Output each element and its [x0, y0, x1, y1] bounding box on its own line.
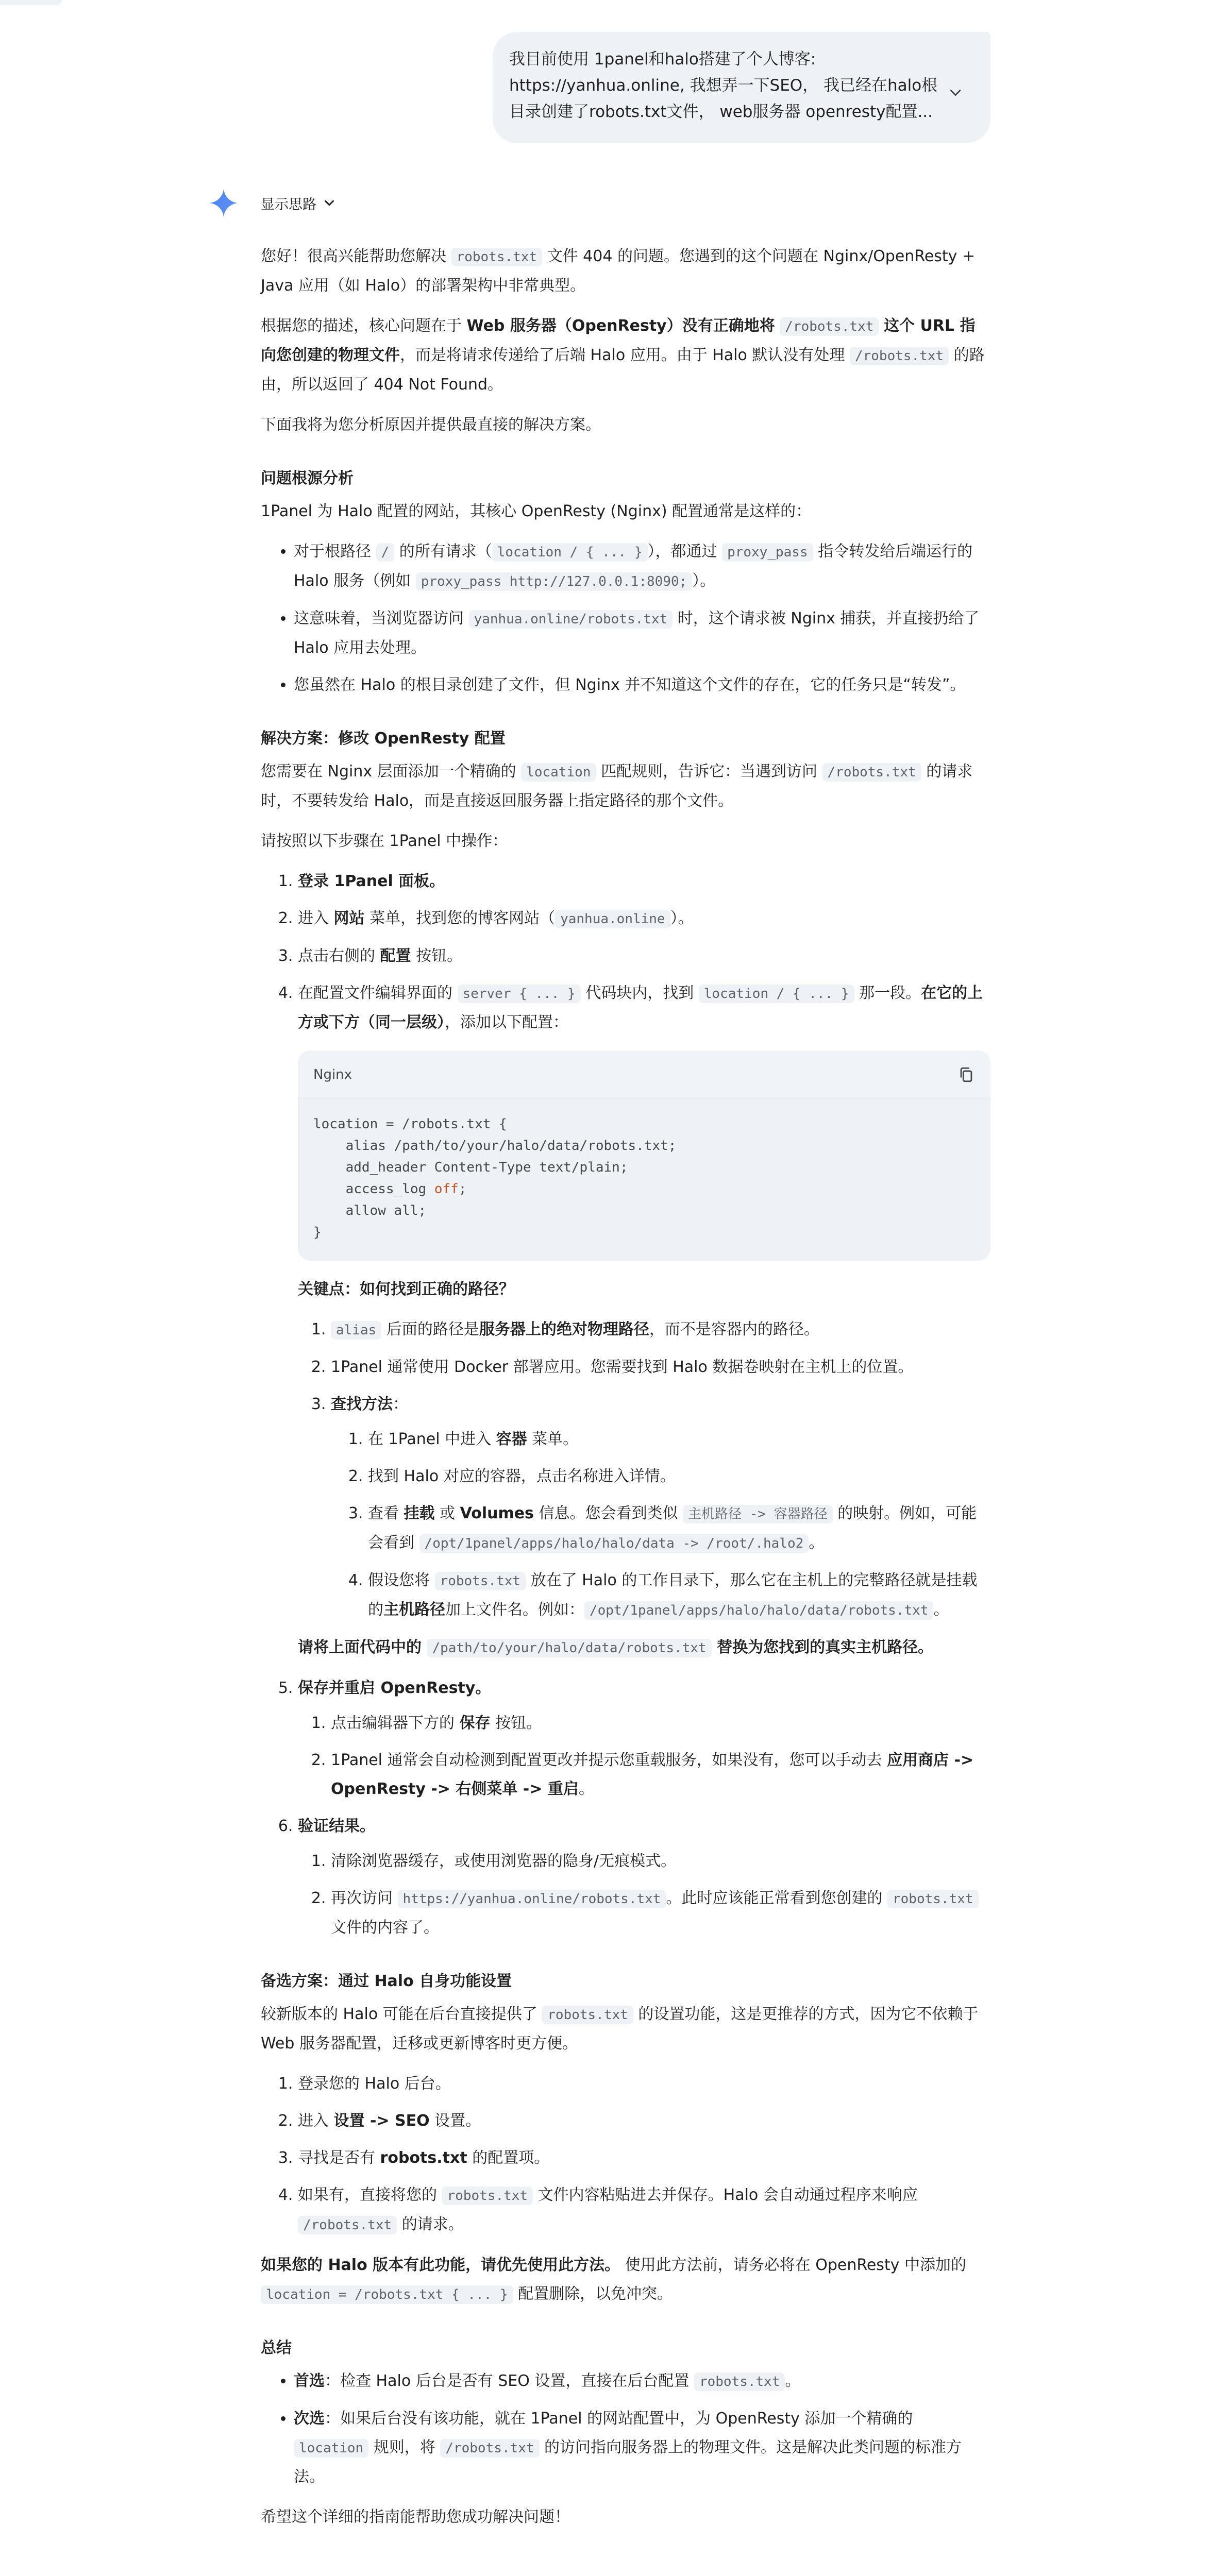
list-item: 4. 假设您将 robots.txt 放在了 Halo 的工作目录下，那么它在主机上的完整路径就是挂载的主机路径加上文件名。例如： /opt/1panel/apps/halo/halo/data/robots.txt 。: [368, 1566, 990, 1625]
replace-path-note: 请将上面代码中的 /path/to/your/halo/data/robots.txt 替换为您找到的真实主机路径。: [298, 1638, 934, 1656]
section-heading: 解决方案：修改 OpenResty 配置: [261, 730, 506, 748]
section-paragraph: 如果您的 Halo 版本有此功能，请优先使用此方法。 使用此方法前，请务必将在 OpenResty 中添加的 location = /robots.txt { ... } 配置删除，以免冲突。: [261, 2256, 966, 2303]
list-item: 1. 清除浏览器缓存，或使用浏览器的隐身/无痕模式。: [331, 1847, 990, 1876]
section-heading: 备选方案：通过 Halo 自身功能设置: [261, 1972, 512, 1990]
section-heading: 总结: [261, 2339, 292, 2357]
show-thinking-label: 显示思路: [261, 196, 316, 213]
assistant-response: [261, 242, 990, 2543]
list-item: 1. 登录 1Panel 面板。: [298, 867, 990, 896]
list-item: 1. 在 1Panel 中进入 容器 菜单。: [368, 1425, 990, 1454]
verify-steps: [298, 1847, 990, 1942]
intro-paragraph: 您好！很高兴能帮助您解决 robots.txt 文件 404 的问题。您遇到的这个问题在 Nginx/OpenResty + Java 应用（如 Halo）的部署架构中非常典型。: [261, 247, 976, 295]
list-item: 3. 查找方法： 1. 在 1Panel 中进入 容器 菜单。 2. 找到 Halo 对应的容器，点击名称进入详情。 3. 查看 挂载 或 Volumes 信息。您会看到类似 主机路径 -> 容器路径 的映射。例如，可能会看到 /opt/1panel/apps/halo/halo/data -> /root/.halo2 。 4. 假设您将 robots.txt 放在了 Halo 的工作目录下，那么它在主机上的完整路径就是挂载的主机路径加上文件名。例如： /opt/1panel/apps/halo/halo/data/robots.txt 。: [331, 1390, 990, 1625]
section-paragraph: 您需要在 Nginx 层面添加一个精确的 location 匹配规则，告诉它：当遇到访问 /robots.txt 的请求时，不要转发给 Halo，而是直接返回服务器上指定路径的那个文件。: [261, 762, 973, 810]
find-method-steps: [331, 1425, 990, 1625]
user-message-line: https://yanhua.online, 我想弄一下SEO， 我已经在halo根: [509, 76, 938, 95]
list-item: 2. 1Panel 通常使用 Docker 部署应用。您需要找到 Halo 数据卷映射在主机上的位置。: [331, 1353, 990, 1382]
list-item: • 首选：检查 Halo 后台是否有 SEO 设置，直接在后台配置 robots.txt 。: [294, 2367, 990, 2396]
list-item: 5. 保存并重启 OpenResty。 1. 点击编辑器下方的 保存 按钮。 2. 1Panel 通常会自动检测到配置更改并提示您重载服务，如果没有，您可以手动去 应用商店 -> OpenResty -> 右侧菜单 -> 重启。: [298, 1674, 990, 1804]
key-point-list: [298, 1315, 990, 1625]
code-block-header: [298, 1050, 990, 1099]
root-cause-list: [261, 537, 990, 700]
code-content: location = /robots.txt { alias /path/to/your/halo/data/robots.txt; add_header Content-Type text/plain; access_log off; allow all; }: [313, 1116, 677, 1240]
save-steps: [298, 1709, 990, 1804]
section-heading: 问题根源分析: [261, 469, 354, 487]
list-item: • 对于根路径 / 的所有请求（ location / { ... } ），都通过 proxy_pass 指令转发给后端运行的 Halo 服务（例如 proxy_pass http://127.0.0.1:8090; ）。: [294, 537, 990, 596]
list-item: 1. 点击编辑器下方的 保存 按钮。: [331, 1709, 990, 1738]
list-item: 3. 寻找是否有 robots.txt 的配置项。: [298, 2144, 990, 2173]
list-item: 1. alias 后面的路径是服务器上的绝对物理路径，而不是容器内的路径。: [331, 1315, 990, 1345]
list-item: 4. 在配置文件编辑界面的 server { ... } 代码块内，找到 location / { ... } 那一段。在它的上方或下方（同一层级），添加以下配置： Nginx location = /robots.txt { alias /path/to/your/halo/data/robots.txt; add_header Content-Type text/plain; access_log off; allow all; } 关键点：如何找到正确的路径？ 1. alias 后面的路径是服务器上的绝对物理路径，而不是容器内的路径。 2. 1Panel 通常使用 Docker 部署应用。您需要找到 Halo 数据卷映射在主机上的位置。 3. 查找方法： 1. 在 1Panel 中进入 容器 菜单。 2. 找到 Halo 对应的容器，点击名称进入详情。 3. 查看 挂载 或 Volumes 信息。您会看到类似 主机路径 -> 容器路径 的映射。例如，可能会看到 /opt/1panel/apps/halo/halo/data -> /root/.halo2 。 4. 假设您将 robots.txt 放在了 Halo 的工作目录下，那么它在主机上的完整路径就是挂载的主机路径加上文件名。例如： /opt/1panel/apps/halo/halo/data/robots.txt 。 请将上面代码中的 /path/to/your/halo/data/robots.txt 替换为您找到的真实主机路径。: [298, 979, 990, 1663]
intro-paragraph: 下面我将为您分析原因并提供最直接的解决方案。: [261, 416, 601, 434]
list-item: 2. 进入 设置 -> SEO 设置。: [298, 2107, 990, 2136]
list-item: • 这意味着，当浏览器访问 yanhua.online/robots.txt 时，这个请求被 Nginx 捕获，并直接扔给了 Halo 应用去处理。: [294, 604, 990, 663]
section-paragraph: 请按照以下步骤在 1Panel 中操作：: [261, 832, 508, 850]
list-item: 4. 如果有，直接将您的 robots.txt 文件内容粘贴进去并保存。Halo 会自动通过程序来响应 /robots.txt 的请求。: [298, 2181, 990, 2240]
show-thinking-toggle[interactable]: [261, 192, 337, 214]
list-item: 1. 登录您的 Halo 后台。: [298, 2070, 990, 2098]
list-item: 3. 点击右侧的 配置 按钮。: [298, 942, 990, 971]
user-message-bubble: [493, 32, 990, 143]
list-item: • 您虽然在 Halo 的根目录创建了文件，但 Nginx 并不知道这个文件的存在，它的任务只是“转发”。: [294, 671, 990, 700]
alternative-steps: [261, 2070, 990, 2240]
list-item: • 次选：如果后台没有该功能，就在 1Panel 的网站配置中，为 OpenResty 添加一个精确的 location 规则，将 /robots.txt 的访问指向服务器上的物理文件。这是解决此类问题的标准方法。: [294, 2404, 990, 2492]
list-item: 2. 再次访问 https://yanhua.online/robots.txt 。此时应该能正常看到您创建的 robots.txt 文件的内容了。: [331, 1884, 990, 1942]
chevron-down-icon: [322, 195, 337, 211]
user-message-line: 我目前使用 1panel和halo搭建了个人博客:: [509, 50, 816, 69]
solution-steps: [261, 867, 990, 1942]
section-paragraph: 较新版本的 Halo 可能在后台直接提供了 robots.txt 的设置功能，这是更推荐的方式，因为它不依赖于 Web 服务器配置，迁移或更新博客时更方便。: [261, 2005, 979, 2053]
chevron-down-icon[interactable]: [946, 83, 965, 102]
top-tab-stub: [0, 0, 62, 5]
key-point-heading: 关键点：如何找到正确的路径？: [298, 1280, 514, 1298]
summary-list: [261, 2367, 990, 2492]
list-item: 6. 验证结果。 1. 清除浏览器缓存，或使用浏览器的隐身/无痕模式。 2. 再次访问 https://yanhua.online/robots.txt 。此时应该能正常看到您创建的 robots.txt 文件的内容了。: [298, 1812, 990, 1942]
copy-icon[interactable]: [957, 1066, 975, 1083]
closing-paragraph: 希望这个详细的指南能帮助您成功解决问题！: [261, 2508, 570, 2526]
user-message-line: 目录创建了robots.txt文件， web服务器 openresty配置...: [509, 103, 933, 121]
code-block: [298, 1050, 990, 1261]
list-item: 2. 进入 网站 菜单，找到您的博客网站（ yanhua.online ）。: [298, 904, 990, 934]
list-item: 2. 1Panel 通常会自动检测到配置更改并提示您重载服务，如果没有，您可以手动去 应用商店 -> OpenResty -> 右侧菜单 -> 重启。: [331, 1746, 990, 1804]
section-paragraph: 1Panel 为 Halo 配置的网站，其核心 OpenResty (Nginx) 配置通常是这样的：: [261, 502, 812, 520]
list-item: 3. 查看 挂载 或 Volumes 信息。您会看到类似 主机路径 -> 容器路径 的映射。例如，可能会看到 /opt/1panel/apps/halo/halo/data -> /root/.halo2 。: [368, 1499, 990, 1558]
code-language-label: Nginx: [313, 1066, 352, 1082]
gemini-sparkle-icon: [208, 188, 239, 218]
intro-paragraph: 根据您的描述，核心问题在于 Web 服务器（OpenResty）没有正确地将 /robots.txt 这个 URL 指向您创建的物理文件，而是将请求传递给了后端 Halo 应用。由于 Halo 默认没有处理 /robots.txt 的路由，所以返回了 404 Not Found。: [261, 317, 985, 394]
list-item: 2. 找到 Halo 对应的容器，点击名称进入详情。: [368, 1462, 990, 1491]
